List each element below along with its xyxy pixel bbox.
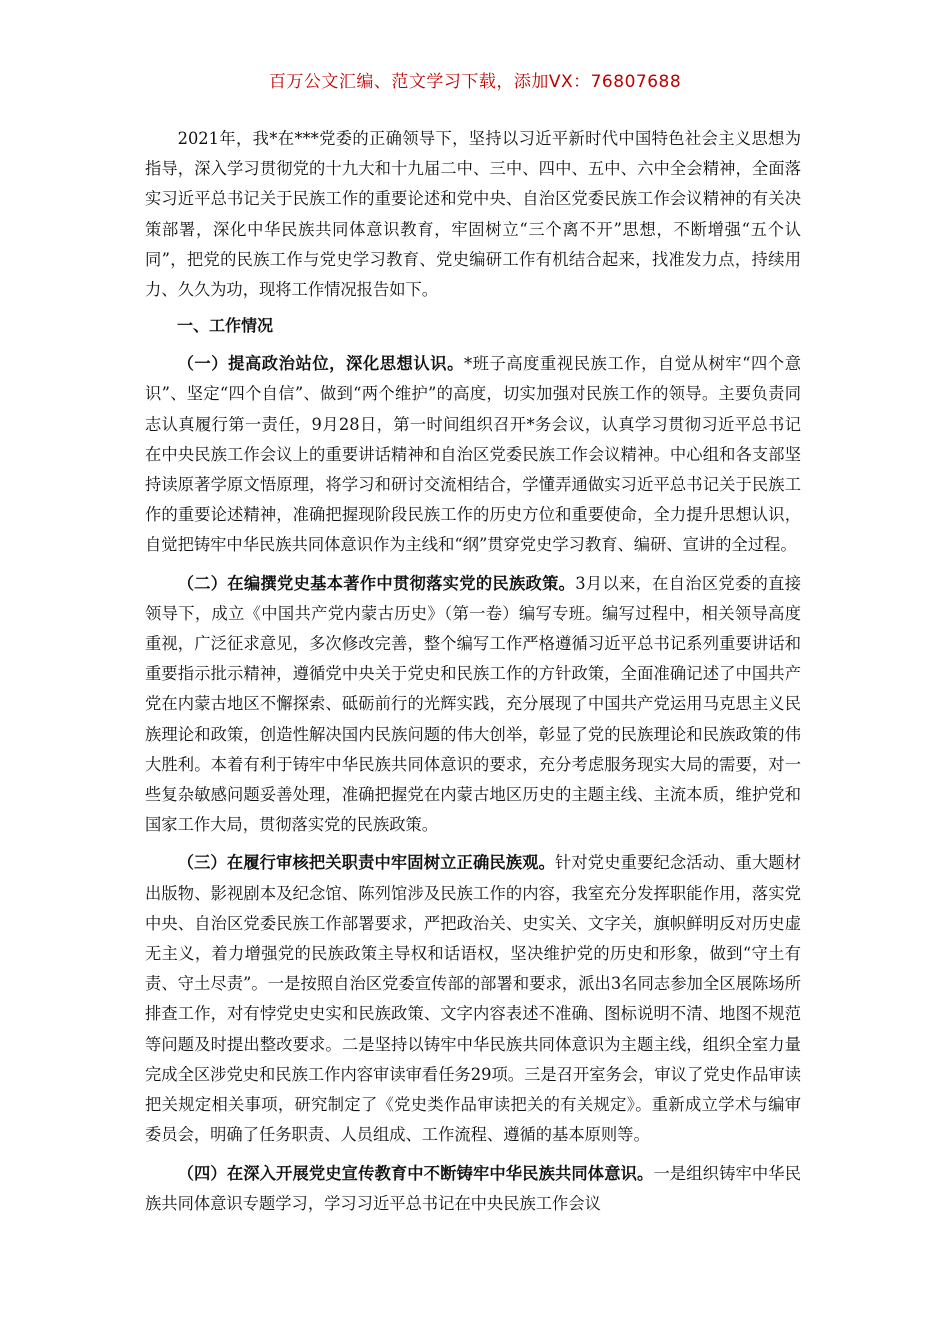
item-lead-1: （一）提高政治站位，深化思想认识。 <box>177 354 464 374</box>
item-body-4: 一是组织铸牢中华民族共同体意识专题学习，学习习近平总书记在中央民族工作会议 <box>145 1163 801 1213</box>
intro-paragraph: 2021年，我*在***党委的正确领导下，坚持以习近平新时代中国特色社会主义思想为指导，深入学习贯彻党的十九大和十九届二中、三中、四中、五中、六中全会精神，全面落实习近平总书记关于民族工作的重要论述和党中央、自治区党委民族工作会议精神的有关决策部署，深化中华民族共同体意识教育，牢固树立“三个离不开”思想，不断增强“五个认同”，把党的民族工作与党史学习教育、党史编研工作有机结合起来，找准发力点，持续用力、久久为功，现将工作情况报告如下。 <box>145 129 801 300</box>
item-body-2: 3月以来，在自治区党委的直接领导下，成立《中国共产党内蒙古历史》（第一卷）编写专班。编写过程中，相关领导高度重视，广泛征求意见，多次修改完善，整个编写工作严格遵循习近平总书记系列重要讲话和重要指示批示精神，遵循党中央关于党史和民族工作的方针政策，全面准确记述了中国共产党在内蒙古地区不懈探索、砥砺前行的光辉实践，充分展现了中国共产党运用马克思主义民族理论和政策，创造性解决国内民族问题的伟大创举，彰显了党的民族理论和民族政策的伟大胜利。本着有利于铸牢中华民族共同体意识的要求，充分考虑服务现实大局的需要，对一些复杂敏感问题妥善处理，准确把握党在内蒙古地区历史的主题主线、主流本质，维护党和国家工作大局，贯彻落实党的民族政策。 <box>145 573 801 835</box>
item-paragraph-1 <box>145 349 801 560</box>
item-lead-3: （三）在履行审核把关职责中牢固树立正确民族观。 <box>177 853 555 873</box>
section-heading: 一、工作情况 <box>177 316 274 336</box>
item-paragraph-4 <box>145 1159 801 1219</box>
document-body <box>145 124 801 1219</box>
item-paragraph-3 <box>145 848 801 1150</box>
item-paragraph-2 <box>145 569 801 841</box>
item-lead-4: （四）在深入开展党史宣传教育中不断铸牢中华民族共同体意识。 <box>177 1163 654 1183</box>
promo-banner: 百万公文汇编、范文学习下载，添加VX：76807688 <box>268 72 682 92</box>
item-body-1: *班子高度重视民族工作，自觉从树牢“四个意识”、坚定“四个自信”、做到“两个维护”的高度，切实加强对民族工作的领导。主要负责同志认真履行第一责任，9月28日，第一时间组织召开*务会议，认真学习贯彻习近平总书记在中央民族工作会议上的重要讲话精神和自治区党委民族工作会议精神。中心组和各支部坚持读原著学原文悟原理，将学习和研讨交流相结合，学懂弄通做实习近平总书记关于民族工作的重要论述精神，准确把握现阶段民族工作的历史方位和重要使命，全力提升思想认识，自觉把铸牢中华民族共同体意识作为主线和“纲”贯穿党史学习教育、编研、宣讲的全过程。 <box>145 354 801 555</box>
item-body-3: 针对党史重要纪念活动、重大题材出版物、影视剧本及纪念馆、陈列馆涉及民族工作的内容，我室充分发挥职能作用，落实党中央、自治区党委民族工作部署要求，严把政治关、史实关、文字关，旗帜鲜明反对历史虚无主义，着力增强党的民族政策主导权和话语权，坚决维护党的历史和形象，做到“守土有责、守土尽责”。一是按照自治区党委宣传部的部署和要求，派出3名同志参加全区展陈场所排查工作，对有悖党史史实和民族政策、文字内容表述不准确、图标说明不清、地图不规范等问题及时提出整改要求。二是坚持以铸牢中华民族共同体意识为主题主线，组织全室力量完成全区涉党史和民族工作内容审读审看任务29项。三是召开室务会，审议了党史作品审读把关规定相关事项，研究制定了《党史类作品审读把关的有关规定》。重新成立学术与编审委员会，明确了任务职责、人员组成、工作流程、遵循的基本原则等。 <box>145 853 801 1145</box>
item-lead-2: （二）在编撰党史基本著作中贯彻落实党的民族政策。 <box>177 573 576 593</box>
